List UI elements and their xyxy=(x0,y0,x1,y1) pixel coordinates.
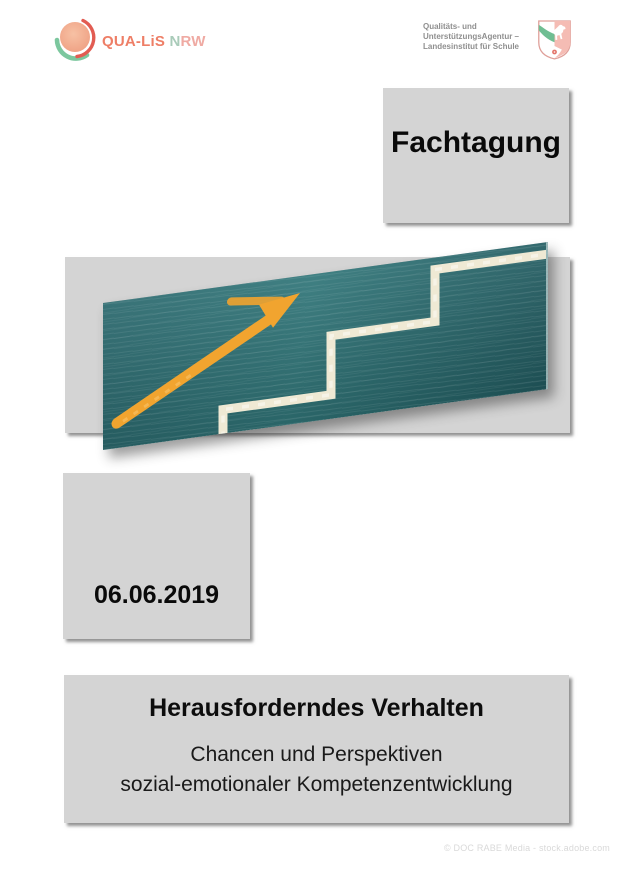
event-title: Herausforderndes Verhalten xyxy=(149,694,484,722)
logo-text-rw: RW xyxy=(180,33,206,50)
event-type-label: Fachtagung xyxy=(391,126,561,159)
agency-name-block xyxy=(423,22,553,52)
image-credit: © DOC RABE Media - stock.adobe.com xyxy=(444,843,610,853)
event-subtitle xyxy=(64,740,569,800)
logo-text-n: N xyxy=(169,33,181,50)
event-subtitle-line-2: sozial-emotionaler Kompetenzentwicklung xyxy=(120,773,513,796)
event-subtitle-line-1: Chancen und Perspektiven xyxy=(190,743,443,766)
nrw-coat-of-arms-icon xyxy=(536,18,573,61)
qualis-logo-wordmark xyxy=(102,33,206,50)
event-type-box xyxy=(383,88,569,223)
event-date-label: 06.06.2019 xyxy=(93,581,220,609)
event-title-box xyxy=(64,675,569,823)
agency-line-2: UnterstützungsAgentur – xyxy=(423,32,519,41)
event-date-box xyxy=(63,473,250,639)
agency-line-3: Landesinstitut für Schule xyxy=(423,42,520,51)
qualis-logo-icon xyxy=(53,16,101,64)
logo-text-primary: QUA-LiS xyxy=(102,33,166,50)
agency-line-1: Qualitäts- und xyxy=(423,22,477,31)
